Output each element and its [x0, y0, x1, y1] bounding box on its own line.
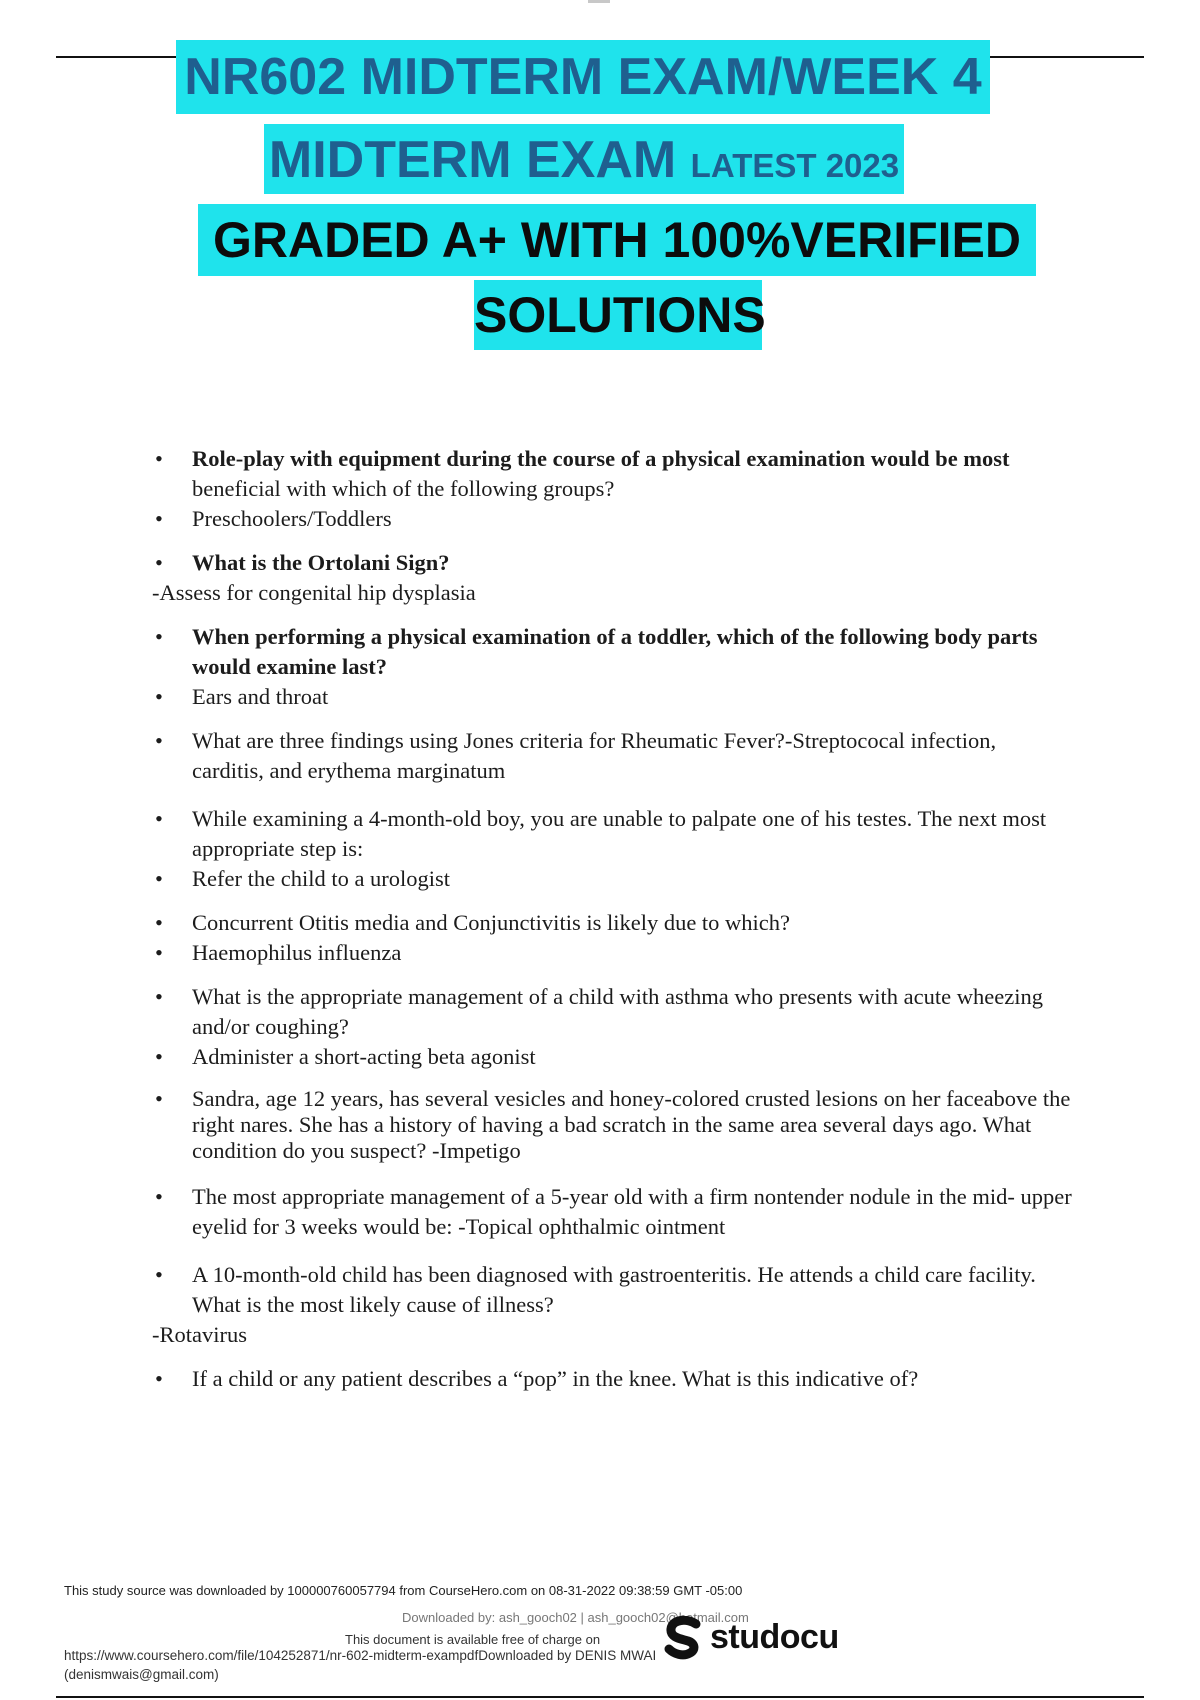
answer-5: • Refer the child to a urologist — [152, 864, 1072, 894]
answer-1: • Preschoolers/Toddlers — [152, 504, 1072, 534]
studocu-logo-icon — [662, 1616, 706, 1664]
question-11: • If a child or any patient describes a “pop” in the knee. What is this indicative of? — [152, 1364, 1072, 1394]
answer-3: • Ears and throat — [152, 682, 1072, 712]
title-line-1: NR602 MIDTERM EXAM/WEEK 4 — [176, 40, 990, 114]
question-8: • Sandra, age 12 years, has several vesicles and honey-colored crusted lesions on her faceabove the right nares. She has a history of having a bad scratch in the same area several days ago. What condition do you suspect? -Impetigo — [152, 1086, 1072, 1164]
answer-10: -Rotavirus — [152, 1322, 247, 1347]
page-top-marker — [588, 0, 610, 3]
question-1-rest: beneficial with which of the following groups? — [192, 476, 615, 501]
title-line-4: SOLUTIONS — [474, 280, 762, 350]
title-line-2-main: MIDTERM EXAM — [268, 131, 677, 189]
footer-url-link[interactable]: https://www.coursehero.com/file/104252871/nr-602-midterm-exampdfDownloaded by DENIS MWAI — [64, 1648, 657, 1663]
question-7: • What is the appropriate management of a child with asthma who presents with acute wheezing and/or coughing? — [152, 982, 1072, 1042]
studocu-logo[interactable] — [662, 1616, 872, 1666]
question-1-bold: Role-play with equipment during the course of a physical examination would be most — [192, 446, 1010, 471]
question-9: • The most appropriate management of a 5-year old with a firm nontender nodule in the mid- upper eyelid for 3 weeks would be: -Topical ophthalmic ointment — [152, 1182, 1072, 1242]
answer-2: -Assess for congenital hip dysplasia — [152, 580, 476, 605]
question-1 — [152, 444, 1072, 504]
studocu-logo-text: studocu — [710, 1618, 839, 1656]
footer-availability: This document is available free of charge on — [345, 1632, 601, 1647]
qa-list — [152, 444, 1072, 1394]
title-line-2-small: LATEST 2023 — [690, 147, 900, 184]
answer-6: • Haemophilus influenza — [152, 938, 1072, 968]
question-10: • A 10-month-old child has been diagnosed with gastroenteritis. He attends a child care facility. What is the most likely cause of illness? — [152, 1260, 1072, 1320]
title-line-3: GRADED A+ WITH 100%VERIFIED — [198, 204, 1036, 276]
title-line-2 — [264, 124, 904, 194]
question-3 — [152, 622, 1072, 682]
question-2-text: What is the Ortolani Sign? — [192, 550, 450, 575]
bottom-rule — [56, 1696, 1144, 1698]
question-2 — [152, 548, 1072, 578]
question-5: • While examining a 4-month-old boy, you are unable to palpate one of his testes. The next most appropriate step is: — [152, 804, 1072, 864]
footer-source-note: This study source was downloaded by 100000760057794 from CourseHero.com on 08-31-2022 09:38:59 GMT -05:00 — [64, 1583, 743, 1598]
answer-7: • Administer a short-acting beta agonist — [152, 1042, 1072, 1072]
footer-email: (denismwais@gmail.com) — [64, 1667, 219, 1682]
question-4: • What are three findings using Jones criteria for Rheumatic Fever?-Streptococal infection, carditis, and erythema marginatum — [152, 726, 1072, 786]
footer-downloaded-by: Downloaded by: ash_gooch02 | ash_gooch02@hotmail.com — [402, 1610, 749, 1625]
question-6: • Concurrent Otitis media and Conjunctivitis is likely due to which? — [152, 908, 1072, 938]
question-3-text: When performing a physical examination of a toddler, which of the following body parts would examine last? — [192, 624, 1038, 679]
